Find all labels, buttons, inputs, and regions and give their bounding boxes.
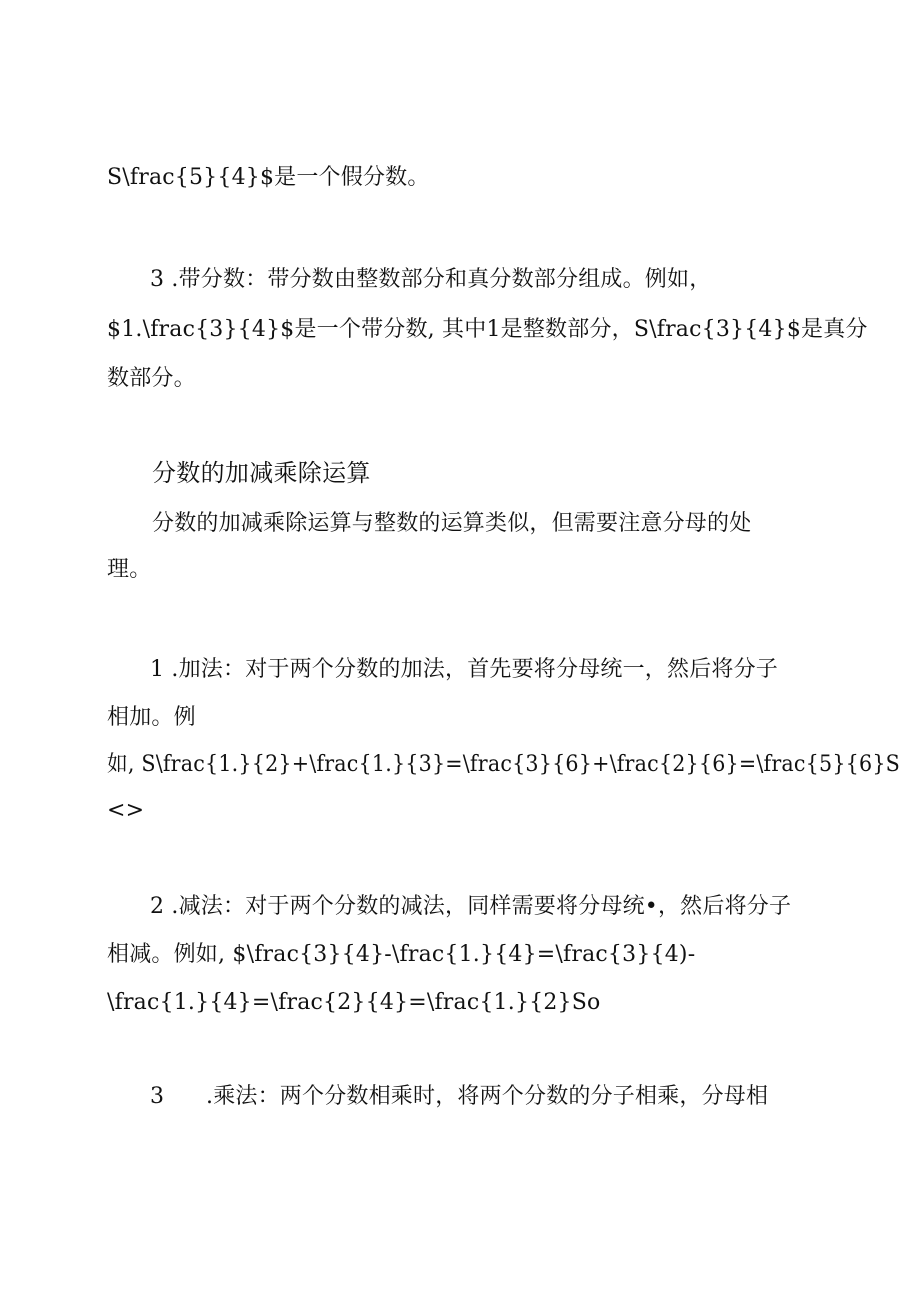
subtraction-item-text: .减法：对于两个分数的减法，同样需要将分母统•，然后将分子 xyxy=(164,894,792,919)
section-heading: 分数的加减乘除运算 xyxy=(152,459,371,487)
mixed-number-item-line-2: $1.\frac{3}{4}$是一个带分数, 其中1是整数部分，S\frac{3}{4}$是真分 xyxy=(107,317,868,342)
mixed-number-item-text: .带分数：带分数由整数部分和真分数部分组成。例如， xyxy=(164,267,712,292)
multiplication-item-text: .乘法：两个分数相乘时，将两个分数的分子相乘，分母相 xyxy=(206,1084,769,1109)
subtraction-item-line-3: \frac{1.}{4}=\frac{2}{4}=\frac{1.}{2}So xyxy=(107,990,601,1015)
addition-item-line-3: 如, S\frac{1.}{2}+\frac{1.}{3}=\frac{3}{6}+\frac{2}{6}=\frac{5}{6}S xyxy=(107,752,901,777)
section-intro-line-2: 理。 xyxy=(107,557,152,582)
addition-item-line-2: 相加。例 xyxy=(107,705,196,730)
mixed-number-item-line-3: 数部分。 xyxy=(107,366,196,391)
multiplication-item-line-1 xyxy=(150,1082,768,1112)
mixed-number-item-line-1 xyxy=(150,265,711,295)
addition-item-line-1 xyxy=(150,655,778,685)
list-number: 1 xyxy=(150,657,165,682)
subtraction-item-line-2: 相减。例如, $\frac{3}{4}-\frac{1.}{4}=\frac{3}{4)- xyxy=(107,942,696,967)
list-number: 3 xyxy=(150,267,165,292)
list-number: 2 xyxy=(150,894,165,919)
section-intro-line-1: 分数的加减乘除运算与整数的运算类似，但需要注意分母的处 xyxy=(152,511,752,536)
addition-item-line-4: <> xyxy=(107,798,145,823)
improper-fraction-example-line: S\frac{5}{4}$是一个假分数。 xyxy=(107,165,430,190)
subtraction-item-line-1 xyxy=(150,892,791,922)
addition-item-text: .加法：对于两个分数的加法，首先要将分母统一，然后将分子 xyxy=(164,657,778,682)
list-number: 3 xyxy=(150,1084,165,1109)
